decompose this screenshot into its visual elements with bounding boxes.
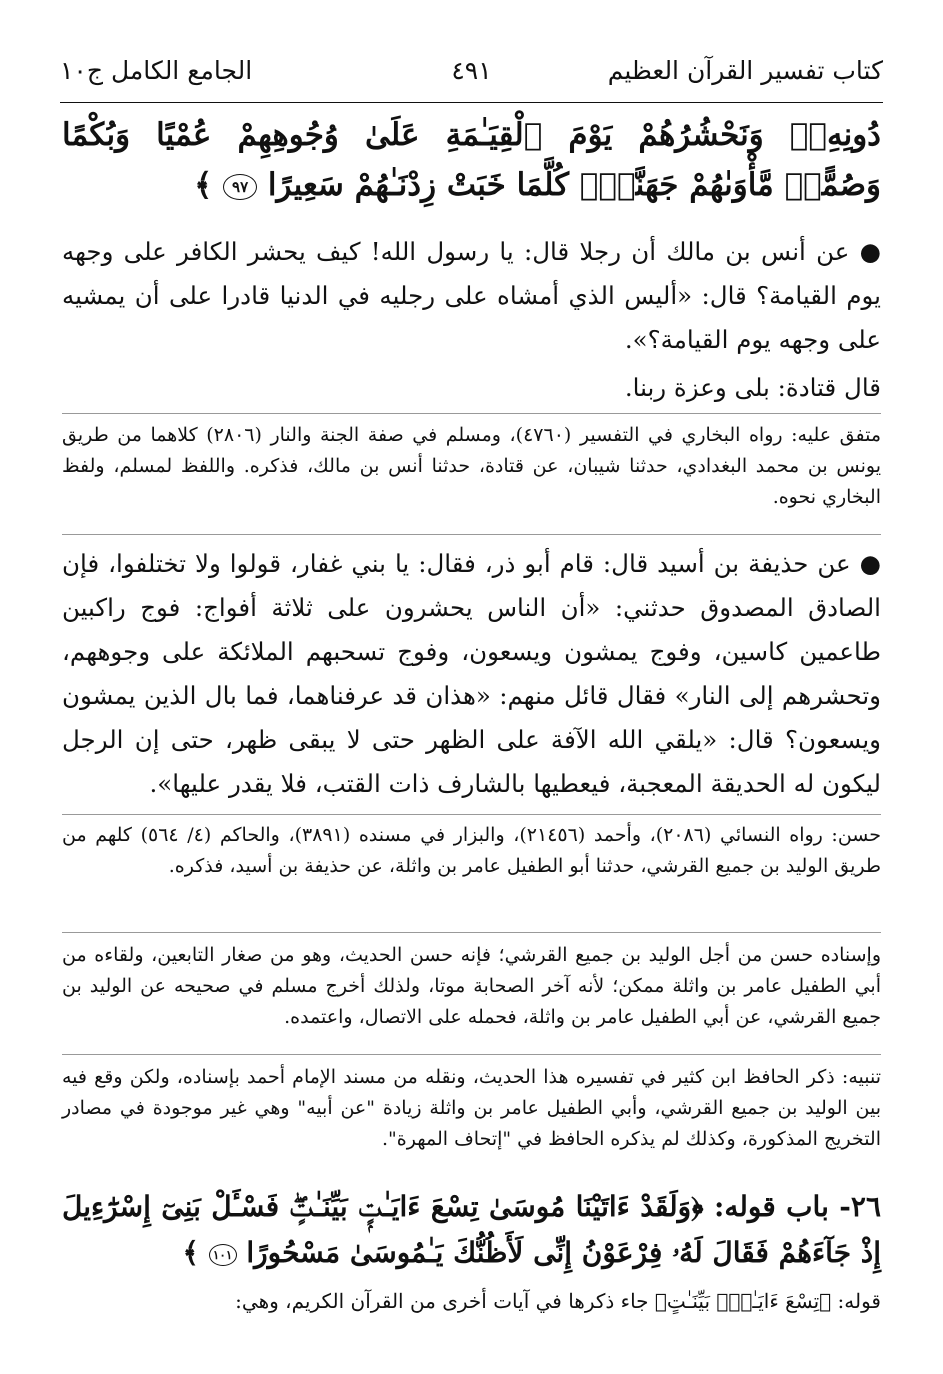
- note-separator: [62, 814, 881, 815]
- verse-97: [62, 110, 881, 210]
- chapter-verse-text: ﴿وَلَقَدْ ءَاتَيْنَا مُوسَىٰ تِسْعَ ءَايَـٰتٍۭ بَيِّنَـٰتٍۖ فَسْـَٔلْ بَنِىٓ إِسْرَٰٓءِيلَ إِذْ جَآءَهُمْ فَقَالَ لَهُۥ فِرْعَوْنُ إِنِّى لَأَظُنُّكَ يَـٰمُوسَىٰ مَسْحُورًا: [62, 1190, 881, 1269]
- note-separator: [62, 413, 881, 414]
- chapter-verse-number: ١٠١: [209, 1244, 237, 1266]
- takhrij-note-1: متفق عليه: رواه البخاري في التفسير (٤٧٦٠)، ومسلم في صفة الجنة والنار (٢٨٠٦) كلاهما من طريق يونس بن محمد البغدادي، حدثنا شيبان، عن قتادة، حدثنا أنس بن مالك، فذكره. واللفظ لمسلم، ولفظ البخاري نحوه.: [62, 424, 881, 508]
- note-separator: [62, 1054, 881, 1055]
- page-number: ٤٩١: [451, 56, 492, 85]
- volume-label: الجامع الكامل ج١٠: [60, 56, 253, 85]
- qatada-saying: قال قتادة: بلى وعزة ربنا.: [624, 373, 881, 402]
- chapter-heading: [62, 1184, 881, 1276]
- chapter-verse-close-bracket: ﴾: [182, 1236, 199, 1269]
- note-separator: [62, 534, 881, 535]
- note-separator: [62, 932, 881, 933]
- page-header: [60, 56, 883, 96]
- tanbih-note: تنبيه: ذكر الحافظ ابن كثير في تفسيره هذا الحديث، ونقله من مسند الإمام أحمد بإسناده، ولكن وقع فيه بين الوليد بن جميع القرشي، وأبي الطفيل عامر بن واثلة زيادة "عن أبيه" وهي غير موجودة في مصادر التخريج المذكورة، وكذلك لم يذكره الحافظ في "إتحاف المهرة".: [62, 1066, 881, 1150]
- isnad-note: وإسناده حسن من أجل الوليد بن جميع القرشي؛ فإنه حسن الحديث، وهو من صغار التابعين، ولقاءه من أبي الطفيل عامر بن واثلة ممكن؛ لأنه آخر الصحابة موتا، ولذلك أخرج مسلم في صحيحه عن الوليد بن جميع القرشي، عن أبي الطفيل عامر بن واثلة، فحمله على الاتصال، واعتمده.: [62, 944, 881, 1028]
- verse-97-text: دُونِهِۦۖ وَنَحْشُرُهُمْ يَوْمَ ٱلْقِيَـٰمَةِ عَلَىٰ وُجُوهِهِمْ عُمْيًا وَبُكْمًا وَصُمًّاۖ مَّأْوَىٰهُمْ جَهَنَّمُۖ كُلَّمَا خَبَتْ زِدْنَـٰهُمْ سَعِيرًا: [62, 117, 881, 203]
- verse-97-number: ٩٧: [223, 174, 257, 200]
- book-title: كتاب تفسير القرآن العظيم: [607, 56, 883, 85]
- hadith-anas: ● عن أنس بن مالك أن رجلا قال: يا رسول الله! كيف يحشر الكافر على وجهه يوم القيامة؟ قال: «أليس الذي أمشاه على رجليه في الدنيا قادرا على أن يمشيه على وجهه يوم القيامة؟».: [62, 237, 881, 354]
- takhrij-note-2: حسن: رواه النسائي (٢٠٨٦)، وأحمد (٢١٤٥٦)، والبزار في مسنده (٣٨٩١)، والحاكم (٤/ ٥٦٤) كلهم من طريق الوليد بن جميع القرشي، حدثنا أبو الطفيل عامر بن واثلة، عن حذيفة بن أسيد، فذكره.: [62, 824, 881, 877]
- verse-97-close-bracket: ﴾: [194, 167, 213, 203]
- hadith-hudhayfa: ● عن حذيفة بن أسيد قال: قام أبو ذر، فقال: يا بني غفار، قولوا ولا تختلفوا، فإن الصادق المصدوق حدثني: «أن الناس يحشرون على ثلاثة أفواج: فوج راكبين طاعمين كاسين، وفوج يمشون ويسعون، وفوج تسحبهم الملائكة على وجوههم، وتحشرهم إلى النار» فقال قائل منهم: «هذان قد عرفناهما، فما بال الذين يمشون ويسعون؟ قال: «يلقي الله الآفة على الظهر حتى لا يبقى ظهر، حتى إن الرجل ليكون له الحديقة المعجبة، فيعطيها بالشارف ذات القتب، فلا يقدر عليها».: [62, 549, 881, 798]
- closing-line: قوله: ﴿تِسْعَ ءَايَـٰتٍۭ بَيِّنَـٰتٍ﴾ جاء ذكرها في آيات أخرى من القرآن الكريم، وهي:: [235, 1289, 881, 1313]
- header-divider: [60, 102, 883, 103]
- chapter-label: ٢٦- باب قوله:: [714, 1190, 881, 1223]
